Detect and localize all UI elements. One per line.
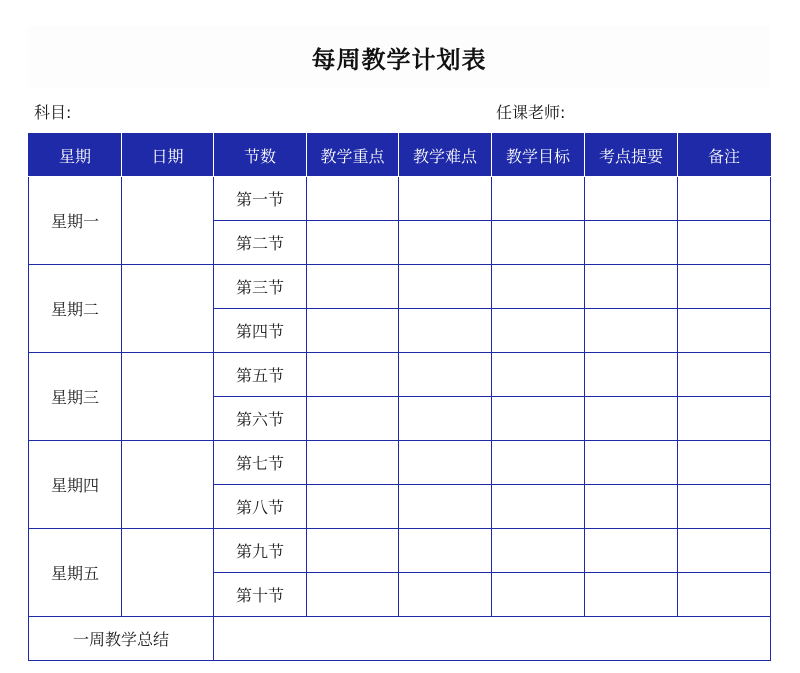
weekday-cell: 星期四 [29,441,122,529]
table-row [29,441,771,485]
subject-label: 科目: [34,103,72,122]
period-cell: 第十节 [214,573,307,617]
summary-content-cell[interactable] [214,617,771,661]
difficulties-cell[interactable] [399,265,492,309]
weekday-cell: 星期二 [29,265,122,353]
exam-points-cell[interactable] [585,573,678,617]
objectives-cell[interactable] [492,485,585,529]
objectives-cell[interactable] [492,573,585,617]
table-row [29,177,771,221]
difficulties-cell[interactable] [399,573,492,617]
notes-cell[interactable] [678,529,771,573]
summary-row [29,617,771,661]
key-points-cell[interactable] [307,353,399,397]
col-header-objectives: 教学目标 [492,134,585,177]
objectives-cell[interactable] [492,309,585,353]
col-header-exam-points: 考点提要 [585,134,678,177]
notes-cell[interactable] [678,265,771,309]
weekday-cell: 星期三 [29,353,122,441]
period-cell: 第二节 [214,221,307,265]
key-points-cell[interactable] [307,177,399,221]
table-row [29,353,771,397]
notes-cell[interactable] [678,177,771,221]
difficulties-cell[interactable] [399,529,492,573]
notes-cell[interactable] [678,221,771,265]
date-cell[interactable] [122,529,214,617]
col-header-date: 日期 [122,134,214,177]
period-cell: 第七节 [214,441,307,485]
period-cell: 第一节 [214,177,307,221]
key-points-cell[interactable] [307,221,399,265]
key-points-cell[interactable] [307,485,399,529]
period-cell: 第四节 [214,309,307,353]
exam-points-cell[interactable] [585,265,678,309]
period-cell: 第九节 [214,529,307,573]
period-cell: 第三节 [214,265,307,309]
teacher-label: 任课老师: [496,103,566,122]
title-band [28,26,770,88]
period-cell: 第六节 [214,397,307,441]
notes-cell[interactable] [678,573,771,617]
notes-cell[interactable] [678,397,771,441]
key-points-cell[interactable] [307,441,399,485]
weekday-cell: 星期一 [29,177,122,265]
notes-cell[interactable] [678,309,771,353]
col-header-notes: 备注 [678,134,771,177]
exam-points-cell[interactable] [585,529,678,573]
notes-cell[interactable] [678,441,771,485]
table-row [29,529,771,573]
date-cell[interactable] [122,177,214,265]
key-points-cell[interactable] [307,529,399,573]
col-header-period: 节数 [214,134,307,177]
difficulties-cell[interactable] [399,309,492,353]
notes-cell[interactable] [678,485,771,529]
exam-points-cell[interactable] [585,485,678,529]
key-points-cell[interactable] [307,397,399,441]
objectives-cell[interactable] [492,221,585,265]
weekday-cell: 星期五 [29,529,122,617]
col-header-weekday: 星期 [29,134,122,177]
date-cell[interactable] [122,353,214,441]
objectives-cell[interactable] [492,441,585,485]
notes-cell[interactable] [678,353,771,397]
exam-points-cell[interactable] [585,177,678,221]
exam-points-cell[interactable] [585,353,678,397]
date-cell[interactable] [122,441,214,529]
period-cell: 第五节 [214,353,307,397]
date-cell[interactable] [122,265,214,353]
exam-points-cell[interactable] [585,441,678,485]
difficulties-cell[interactable] [399,353,492,397]
difficulties-cell[interactable] [399,177,492,221]
objectives-cell[interactable] [492,529,585,573]
page-title: 每周教学计划表 [311,45,487,74]
exam-points-cell[interactable] [585,397,678,441]
table-row [29,265,771,309]
objectives-cell[interactable] [492,397,585,441]
header-row [29,134,771,177]
summary-label: 一周教学总结 [29,617,214,661]
col-header-key-points: 教学重点 [307,134,399,177]
meta-row [28,96,770,126]
objectives-cell[interactable] [492,265,585,309]
objectives-cell[interactable] [492,177,585,221]
difficulties-cell[interactable] [399,221,492,265]
period-cell: 第八节 [214,485,307,529]
key-points-cell[interactable] [307,309,399,353]
exam-points-cell[interactable] [585,309,678,353]
plan-table [28,133,771,661]
objectives-cell[interactable] [492,353,585,397]
difficulties-cell[interactable] [399,441,492,485]
difficulties-cell[interactable] [399,397,492,441]
col-header-difficulties: 教学难点 [399,134,492,177]
exam-points-cell[interactable] [585,221,678,265]
difficulties-cell[interactable] [399,485,492,529]
key-points-cell[interactable] [307,265,399,309]
key-points-cell[interactable] [307,573,399,617]
